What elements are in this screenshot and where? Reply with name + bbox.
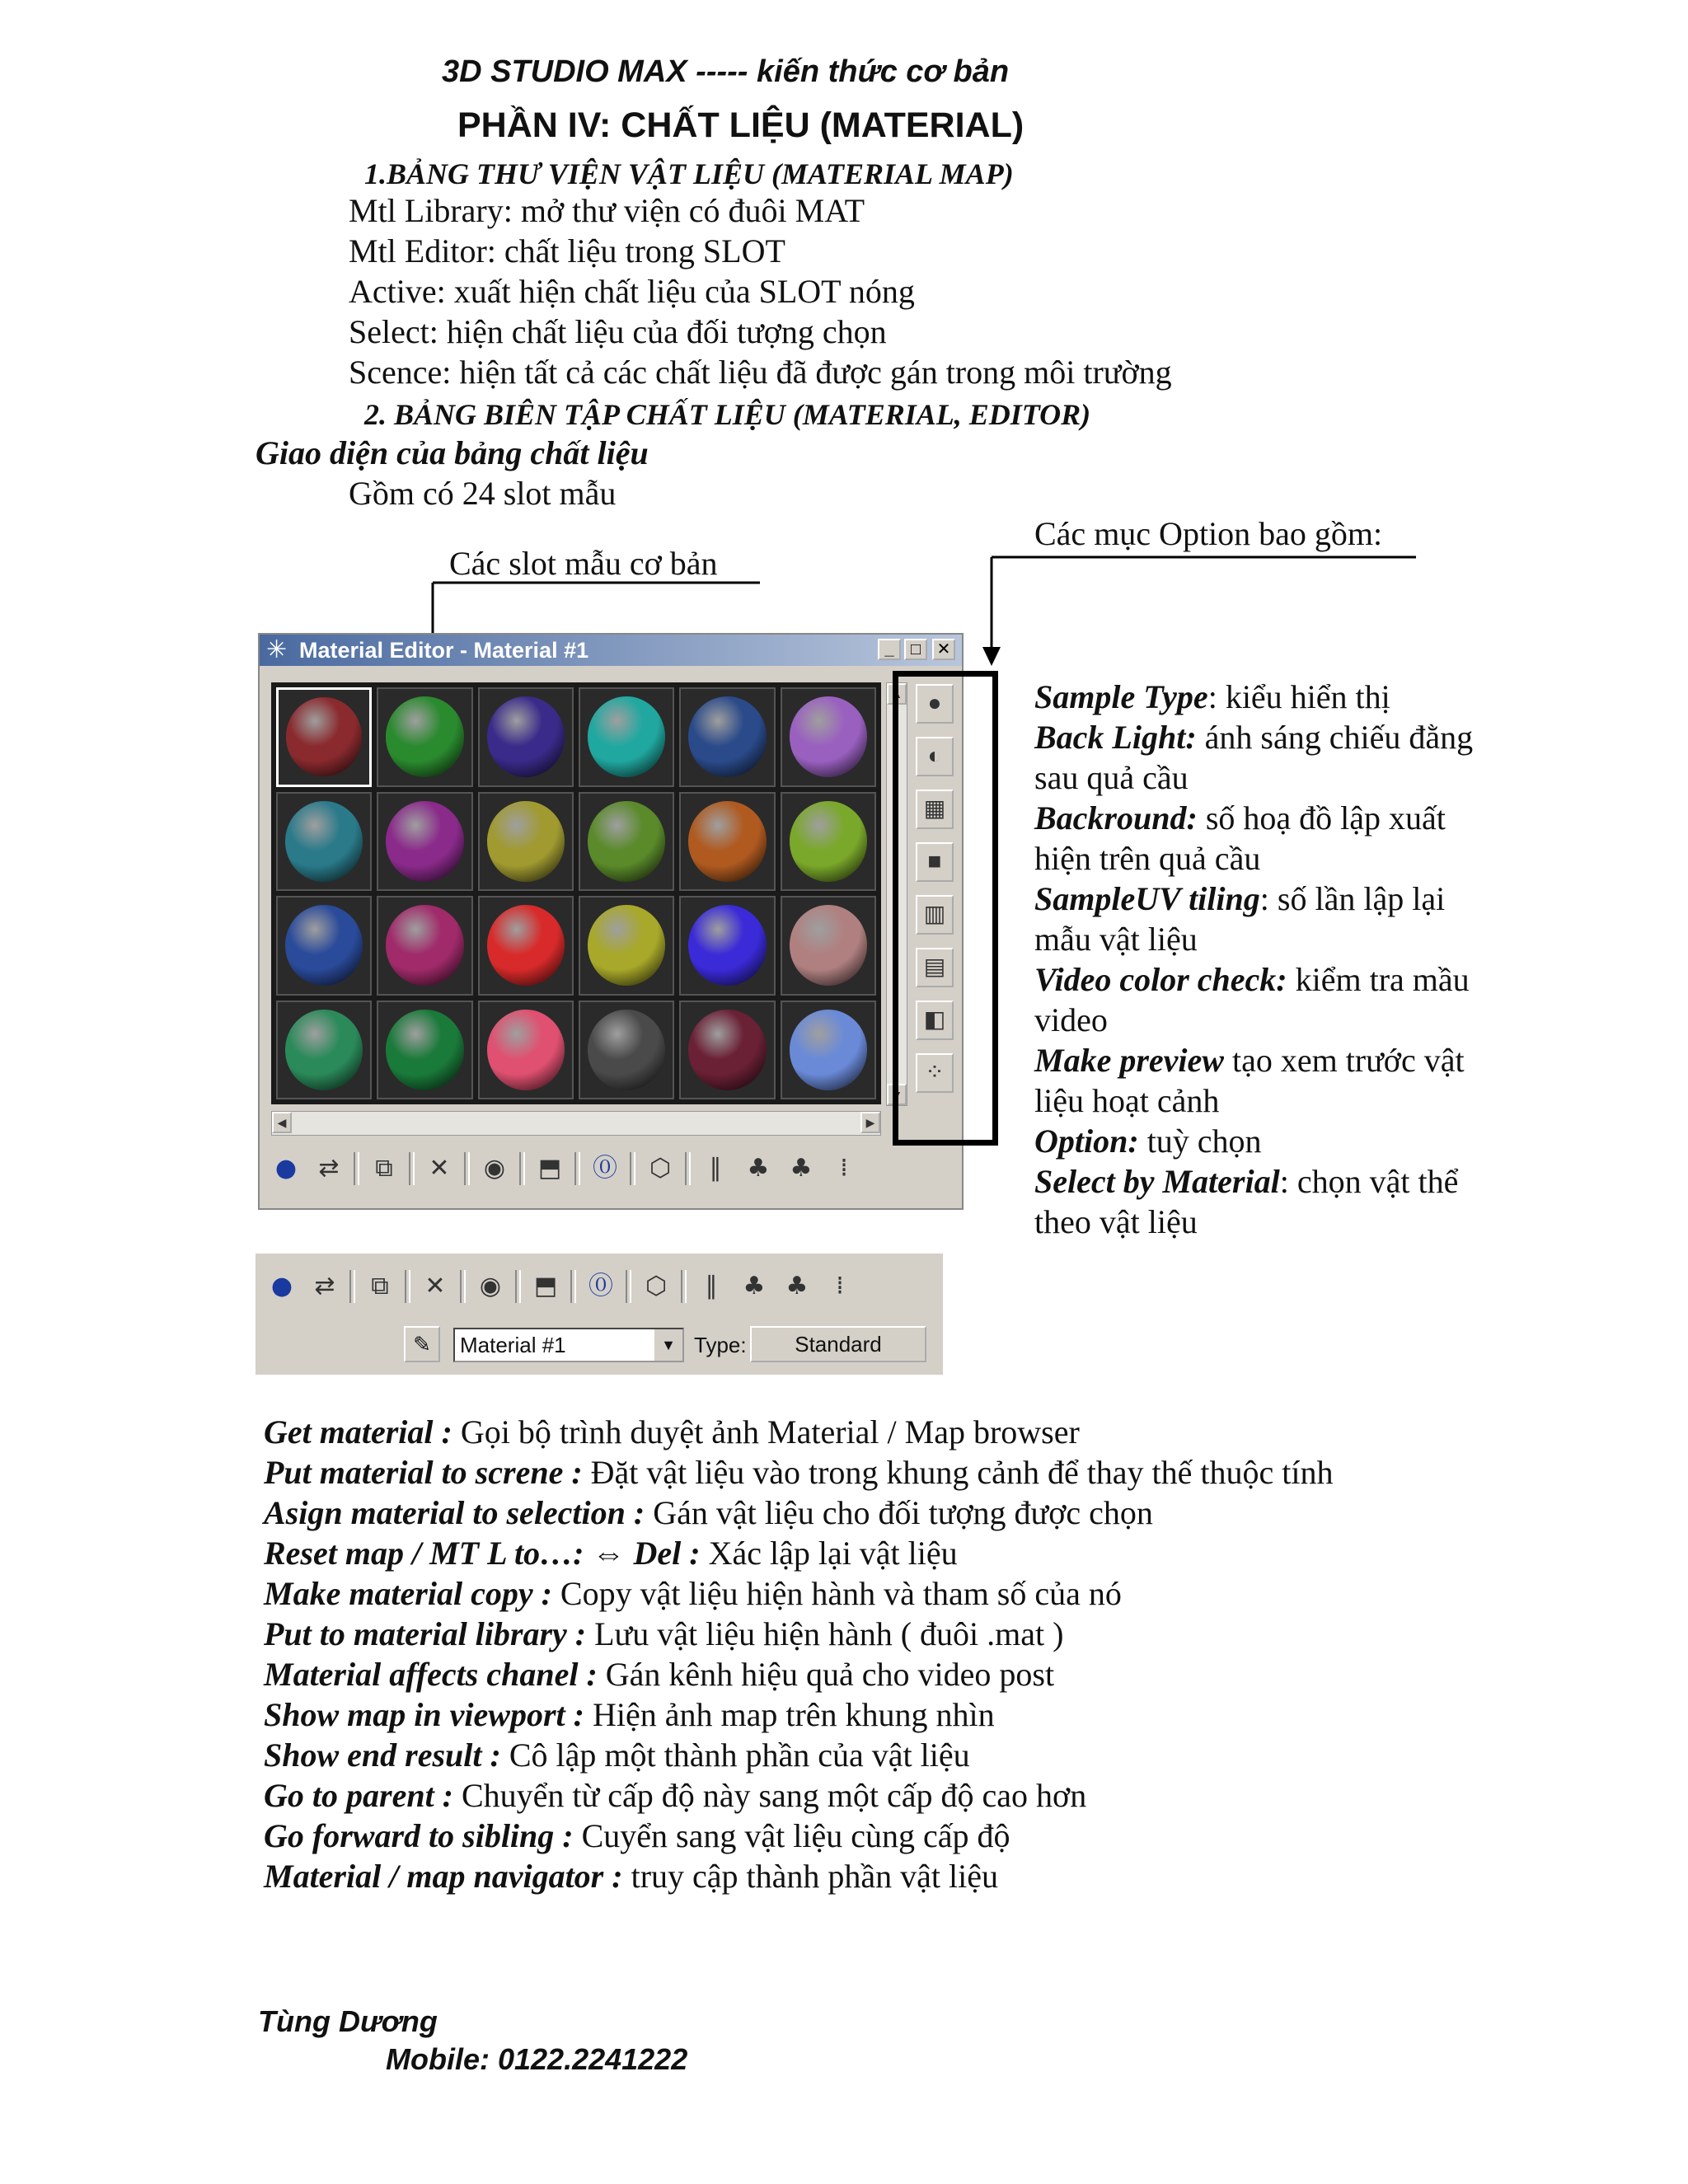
section2-heading: 2. BẢNG BIÊN TẬP CHẤT LIỆU (MATERIAL, EDITOR) (364, 398, 1091, 431)
put-material-to-scene-icon[interactable]: ⇄ (314, 1272, 335, 1301)
section1-line: Active: xuất hiện chất liệu của SLOT nóng (349, 273, 915, 310)
sample-sphere (285, 1010, 363, 1090)
material-sample-slot[interactable] (781, 687, 876, 787)
option-select-by-material-cont: theo vật liệu (1034, 1203, 1198, 1240)
sample-sphere (286, 697, 363, 776)
go-forward-to-sibling-icon[interactable]: ♣ (785, 1272, 809, 1301)
sample-sphere (588, 696, 665, 777)
sample-sphere (487, 1010, 565, 1090)
get-material-icon[interactable]: ● (274, 1154, 298, 1183)
get-material-icon[interactable]: ● (270, 1272, 293, 1301)
section1-line: Mtl Editor: chất liệu trong SLOT (349, 232, 785, 269)
material-sample-slot[interactable] (478, 792, 574, 892)
section1-line: Select: hiện chất liệu của đối tượng chọn (349, 313, 887, 350)
option-sample-uv-tiling: SampleUV tiling: số lần lập lại (1034, 880, 1446, 917)
material-sample-slot[interactable] (679, 792, 775, 892)
toolbar-separator (685, 1152, 691, 1185)
toolbar-separator (626, 1270, 631, 1303)
function-item: Put material to screne : Đặt vật liệu vào trong khung cảnh để thay thế thuộc tính (264, 1454, 1334, 1491)
maximize-button[interactable]: □ (904, 639, 927, 660)
options-callout-label: Các mục Option bao gồm: (1034, 515, 1383, 552)
material-sample-slot[interactable] (377, 1001, 472, 1100)
make-material-copy-icon[interactable]: ◉ (479, 1272, 502, 1301)
function-item: Asign material to selection : Gán vật liệu cho đối tượng được chọn (264, 1494, 1153, 1531)
show-end-result-icon[interactable]: ∥ (709, 1154, 722, 1183)
editor-toolbar-strip (256, 1251, 943, 1375)
sample-sphere (588, 1010, 665, 1090)
scroll-up-button[interactable]: ▲ (887, 683, 907, 705)
sample-sphere (588, 905, 665, 986)
put-to-library-icon[interactable]: ⬒ (533, 1272, 558, 1301)
section2-intro: Gồm có 24 slot mẫu (349, 475, 617, 512)
function-item: Go forward to sibling : Cuyển sang vật liệu cùng cấp độ (264, 1817, 1010, 1854)
sample-sphere (790, 801, 867, 882)
material-sample-slot[interactable] (377, 896, 472, 996)
sample-sphere (790, 905, 867, 986)
background-icon[interactable]: ▦ (916, 790, 954, 829)
bottom-toolbar (268, 1147, 862, 1190)
slot-horizontal-scrollbar[interactable] (271, 1111, 881, 1136)
sample-slot-grid (271, 682, 881, 1104)
option-make-preview: Make preview tạo xem trước vật (1034, 1042, 1465, 1079)
type-label: Type: (694, 1333, 747, 1357)
option-background: Backround: số hoạ đồ lập xuất (1034, 799, 1446, 837)
make-preview-icon[interactable]: ▤ (916, 948, 954, 987)
material-navigator-icon[interactable]: ⁞ (836, 1272, 844, 1301)
material-name-value: Material #1 (460, 1333, 566, 1357)
close-button[interactable]: ✕ (932, 639, 955, 660)
minimize-button[interactable]: _ (878, 639, 901, 660)
option-video-color-check-cont: video (1034, 1001, 1108, 1038)
go-forward-to-sibling-icon[interactable]: ♣ (790, 1154, 813, 1183)
material-sample-slot[interactable] (276, 896, 372, 996)
sample-sphere (688, 905, 766, 986)
toolbar-separator (574, 1152, 580, 1185)
strip-toolbar (264, 1265, 858, 1308)
put-material-to-scene-icon[interactable]: ⇄ (318, 1154, 340, 1183)
material-sample-slot[interactable] (276, 792, 372, 892)
scroll-down-button[interactable]: ▼ (887, 1084, 907, 1105)
material-sample-slot[interactable] (276, 687, 372, 787)
toolbar-separator (519, 1152, 525, 1185)
go-to-parent-icon[interactable]: ♣ (747, 1154, 770, 1183)
toolbar-separator (570, 1270, 576, 1303)
sample-sphere (386, 1010, 463, 1090)
sample-sphere (386, 801, 463, 882)
function-item: Get material : Gọi bộ trình duyệt ảnh Material / Map browser (264, 1413, 1080, 1451)
function-item: Put to material library : Lưu vật liệu hiện hành ( đuôi .mat ) (264, 1615, 1064, 1652)
option-sample-type: Sample Type: kiểu hiển thị (1034, 678, 1390, 715)
material-sample-slot[interactable] (679, 1001, 775, 1100)
toolbar-separator (409, 1152, 415, 1185)
assign-material-icon[interactable]: ⧉ (371, 1272, 389, 1301)
toolbar-separator (460, 1270, 466, 1303)
sample-sphere (285, 905, 363, 986)
function-item: Show end result : Cô lập một thành phần của vật liệu (264, 1736, 970, 1774)
options-callout-arrowhead (982, 647, 1001, 666)
option-back-light: Back Light: ánh sáng chiếu đằng (1034, 719, 1474, 756)
scroll-left-button[interactable]: ◀ (272, 1112, 292, 1133)
put-to-library-icon[interactable]: ⬒ (537, 1154, 562, 1183)
max-logo-icon: ✳ (266, 636, 288, 663)
material-effects-channel-icon[interactable]: ⓪ (588, 1272, 613, 1301)
function-item: Material affects chanel : Gán kênh hiệu quả cho video post (264, 1656, 1055, 1693)
function-item: Material / map navigator : truy cập thành phần vật liệu (264, 1858, 998, 1895)
show-map-in-viewport-icon[interactable]: ⬡ (645, 1272, 668, 1301)
material-sample-slot[interactable] (377, 792, 472, 892)
material-sample-slot[interactable] (478, 687, 574, 787)
sample-sphere (487, 696, 565, 777)
option-back-light-cont: sau quả cầu (1034, 759, 1189, 796)
sample-sphere (688, 1010, 766, 1090)
section1-line: Mtl Library: mở thư viện có đuôi MAT (349, 192, 865, 229)
option-video-color-check: Video color check: kiểm tra mầu (1034, 961, 1470, 998)
function-item: Reset map / MT L to…: ⇔ Del : Xác lập lại vật liệu (264, 1535, 958, 1572)
chevron-down-icon[interactable]: ▼ (653, 1329, 682, 1361)
author-name: Tùng Dương (258, 2004, 438, 2038)
sample-sphere (386, 905, 463, 986)
assign-material-icon[interactable]: ⧉ (375, 1154, 393, 1183)
part-title: PHẦN IV: CHẤT LIỆU (MATERIAL) (457, 105, 1025, 145)
material-navigator-icon[interactable]: ⁞ (840, 1154, 848, 1183)
show-end-result-icon[interactable]: ∥ (705, 1272, 718, 1301)
sample-sphere (285, 801, 363, 882)
section1-heading: 1.BẢNG THƯ VIỆN VẬT LIỆU (MATERIAL MAP) (364, 157, 1014, 190)
go-to-parent-icon[interactable]: ♣ (743, 1272, 766, 1301)
option-select-by-material: Select by Material: chọn vật thể (1034, 1163, 1459, 1200)
material-sample-slot[interactable] (679, 687, 775, 787)
options-icon[interactable]: ◧ (916, 1001, 954, 1040)
reset-map-icon[interactable]: ✕ (424, 1272, 446, 1301)
material-type-button[interactable]: Standard (750, 1326, 926, 1362)
show-map-in-viewport-icon[interactable]: ⬡ (649, 1154, 672, 1183)
sample-type-icon[interactable]: ● (916, 684, 954, 724)
window-titlebar[interactable] (260, 635, 962, 666)
material-sample-slot[interactable] (478, 1001, 574, 1100)
make-material-copy-icon[interactable]: ◉ (483, 1154, 506, 1183)
toolbar-separator (515, 1270, 521, 1303)
select-by-material-icon[interactable]: ⁘ (916, 1053, 954, 1093)
material-sample-slot[interactable] (276, 1001, 372, 1100)
scroll-right-button[interactable]: ▶ (860, 1112, 880, 1133)
sample-sphere (790, 1010, 867, 1090)
material-sample-slot[interactable] (579, 792, 674, 892)
running-header: 3D STUDIO MAX ----- kiến thức cơ bản (441, 54, 1010, 89)
slots-callout-label: Các slot mẫu cơ bản (449, 545, 718, 582)
option-options: Option: tuỳ chọn (1034, 1122, 1262, 1160)
back-light-icon[interactable]: ◐ (916, 737, 954, 776)
window-title: Material Editor - Material #1 (299, 638, 589, 663)
material-editor-window (258, 633, 964, 1210)
material-name-dropdown[interactable] (453, 1328, 684, 1362)
options-highlight-frame (893, 671, 998, 1146)
sample-sphere (487, 905, 565, 986)
reset-map-icon[interactable]: ✕ (429, 1154, 450, 1183)
toolbar-separator (464, 1152, 470, 1185)
toolbar-separator (681, 1270, 687, 1303)
toolbar-separator (349, 1270, 355, 1303)
section1-line: Scence: hiện tất cả các chất liệu đã được gán trong môi trường (349, 354, 1172, 391)
material-effects-channel-icon[interactable]: ⓪ (593, 1154, 617, 1183)
function-item: Make material copy : Copy vật liệu hiện hành và tham số của nó (264, 1575, 1122, 1612)
sample-sphere (386, 696, 463, 777)
sample-sphere (688, 696, 766, 777)
material-sample-slot[interactable] (478, 896, 574, 996)
function-item: Go to parent : Chuyển từ cấp độ này sang một cấp độ cao hơn (264, 1777, 1087, 1814)
option-make-preview-cont: liệu hoạt cảnh (1034, 1082, 1220, 1119)
sample-sphere (487, 801, 565, 882)
section2-subheading: Giao diện của bảng chất liệu (256, 434, 649, 471)
toolbar-separator (630, 1152, 635, 1185)
sample-sphere (588, 801, 665, 882)
sample-sphere (688, 801, 766, 882)
toolbar-separator (405, 1270, 410, 1303)
material-sample-slot[interactable] (679, 896, 775, 996)
option-sample-uv-tiling-cont: mẫu vật liệu (1034, 921, 1198, 958)
author-mobile: Mobile: 0122.2241222 (386, 2042, 688, 2076)
material-sample-slot[interactable] (579, 1001, 674, 1100)
function-item: Show map in viewport : Hiện ảnh map trên khung nhìn (264, 1696, 995, 1733)
material-sample-slot[interactable] (781, 896, 876, 996)
material-sample-slot[interactable] (579, 687, 674, 787)
material-sample-slot[interactable] (377, 687, 472, 787)
material-sample-slot[interactable] (781, 1001, 876, 1100)
sample-uv-tiling-icon[interactable]: ■ (916, 842, 954, 882)
option-background-cont: hiện trên quả cầu (1034, 840, 1261, 877)
material-sample-slot[interactable] (781, 792, 876, 892)
toolbar-separator (354, 1152, 359, 1185)
pick-material-eyedropper-icon[interactable]: ✎ (404, 1326, 440, 1362)
sample-sphere (790, 696, 867, 777)
video-color-check-icon[interactable]: ▥ (916, 895, 954, 935)
material-sample-slot[interactable] (579, 896, 674, 996)
